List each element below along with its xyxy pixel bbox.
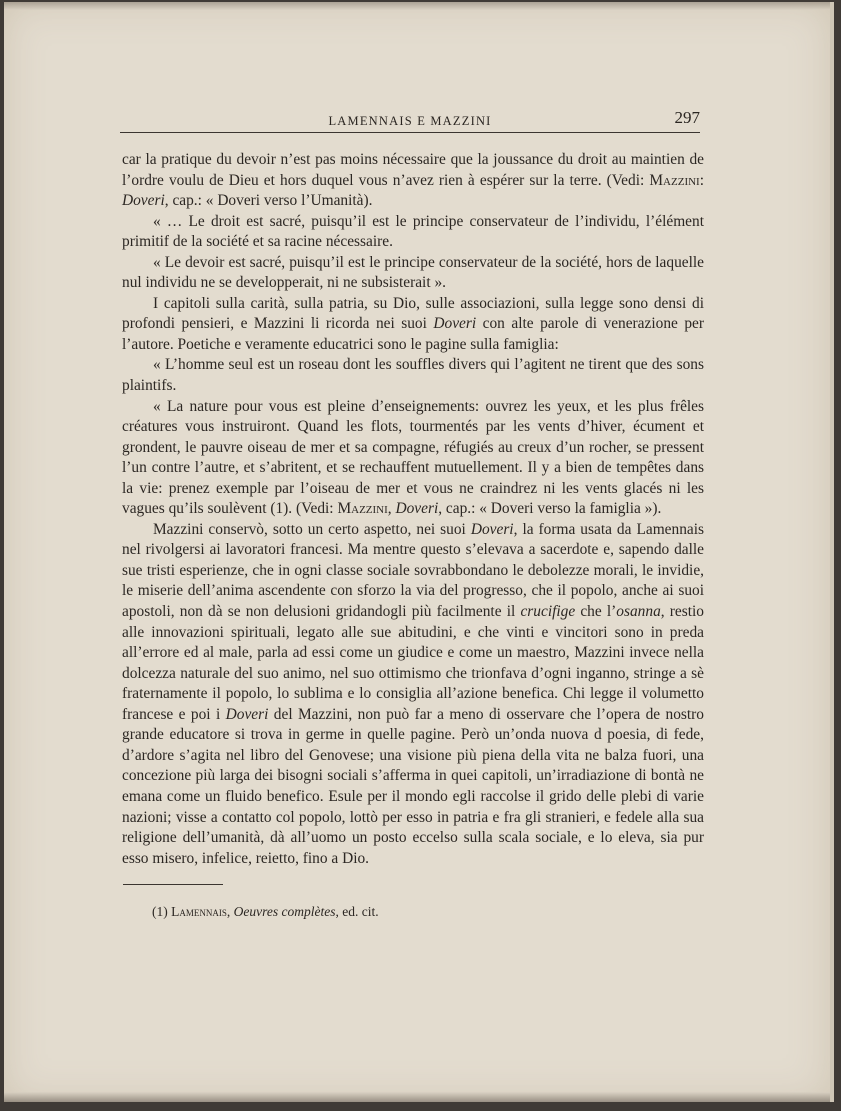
page-edge-bottom <box>4 1092 830 1102</box>
footnote: (1) Lamennais, Oeuvres complètes, ed. cit. <box>152 904 379 919</box>
footnote-title: Oeuvres complètes <box>233 904 336 919</box>
work-title: Doveri <box>122 192 165 210</box>
paragraph-4: I capitoli sulla carità, sulla patria, su Dio, sulle associazioni, sulla legge sono densi di profondi pensieri, e Mazzini li ricorda nei suoi Doveri con alte parole di venerazione per l’autore. Poetiche e veramente educatrici sono le pagine sulla famiglia: <box>122 294 704 353</box>
author-name: Mazzini <box>649 171 700 189</box>
running-head: LAMENNAIS E MAZZINI <box>328 114 492 128</box>
paragraph-6: « La nature pour vous est pleine d’enseignements: ouvrez les yeux, et les plus frêles créatures vous instruiront. Quand les flots, tourmentés par les vents d’hiver, écument et grondent, le pauvre oiseau de mer et sa compagne, réfugiés au creux d’un rocher, se pressent l’un contre l’autre, et s’abritent, et se rechauffent mutuellement. Il y a bien de tempêtes dans la vie: prenez exemple par l’oiseau de mer et vous ne craindrez ni les vents glacés ni les vagues qu’ils soulèvent (1). (Vedi: Mazzini, Doveri, cap.: « Doveri verso la famiglia »). <box>122 397 704 518</box>
book-page <box>4 2 834 1102</box>
paragraph-2: « … Le droit est sacré, puisqu’il est le principe conservateur de l’individu, l’élément primitif de la société et sa racine nécessaire. <box>122 212 704 251</box>
work-title: Doveri <box>225 705 269 723</box>
paragraph-1: car la pratique du devoir n’est pas moins nécessaire que la joussance du droit au maintien de l’ordre voulu de Dieu et hors duquel vous n’avez rien à espérer sur la terre. (Vedi: Mazzini: Doveri, cap.: « Doveri verso l’Umanità). <box>122 151 704 210</box>
paragraph-5: « L’homme seul est un roseau dont les souffles divers qui l’agitent ne tirent que des sons plaintifs. <box>122 356 704 395</box>
footnote-marker: (1) <box>152 904 172 919</box>
paragraph-7: Mazzini conservò, sotto un certo aspetto, nei suoi Doveri, la forma usata da Lamennais nel rivolgersi ai lavoratori francesi. Ma mentre questo s’elevava a sacerdote e, sapendo dalle sue tristi esperienze, che in ogni classe sociale sovrabbondano le debolezze morali, le invidie, le miserie dell’anima ascendente con sforzo la via del progresso, che il popolo, anche ai suoi apostoli, non dà se non delusioni gridandogli più facilmente il crucifige che l’osanna, restio alle innovazioni spirituali, legato alle sue abitudini, e che vinti e vincitori sono in preda all’errore ed al male, parla ad essi come un giudice e come un maestro, Mazzini invece nella dolcezza naturale del suo animo, nel suo ottimismo che trionfava d’ogni inganno, stringe a sè fraternamente il popolo, lo sublima e lo consiglia all’azione benefica. Chi legge il volumetto francese e poi i Doveri del Mazzini, non può far a meno di osservare che l’opera de nostro grande educatore si trova in germe in quelle pagine. Però un’onda nuova d poesia, di fede, d’ardore s’agita nel libro del Genovese; una visione più piena della vita ne balza fuori, una concezione più larga dei bisogni sociali s’afferma in quei capitoli, un’irradiazione di bontà ne emana come un fluido benefico. Esule per il mondo egli raccolse il grido delle plebi di varie nazioni; visse a contatto col popolo, lottò per esso in patria e fra gli stranieri, e fedele alla sua religione dell’umanità, dà all’uomo un posto eccelso sulla scala sociale, e lo eleva, sia pur esso misero, infelice, reietto, fino a Dio. <box>122 520 704 867</box>
page-number: 297 <box>674 108 700 127</box>
author-name: Mazzini <box>337 500 388 518</box>
work-title: Doveri <box>470 520 514 538</box>
body-text <box>122 150 704 869</box>
latin-word: osanna <box>616 603 661 621</box>
page-edge-top <box>4 2 830 10</box>
footnote-divider <box>123 884 223 885</box>
paragraph-3: « Le devoir est sacré, puisqu’il est le principe conservateur de la société, hors de laquelle nul individu ne se developperait, ni ne subsisterait ». <box>122 253 704 292</box>
work-title: Doveri <box>395 500 439 518</box>
footnote-author: Lamennais <box>171 904 227 919</box>
page-header <box>120 108 700 133</box>
work-title: Doveri <box>433 315 477 333</box>
latin-word: crucifige <box>520 603 576 621</box>
